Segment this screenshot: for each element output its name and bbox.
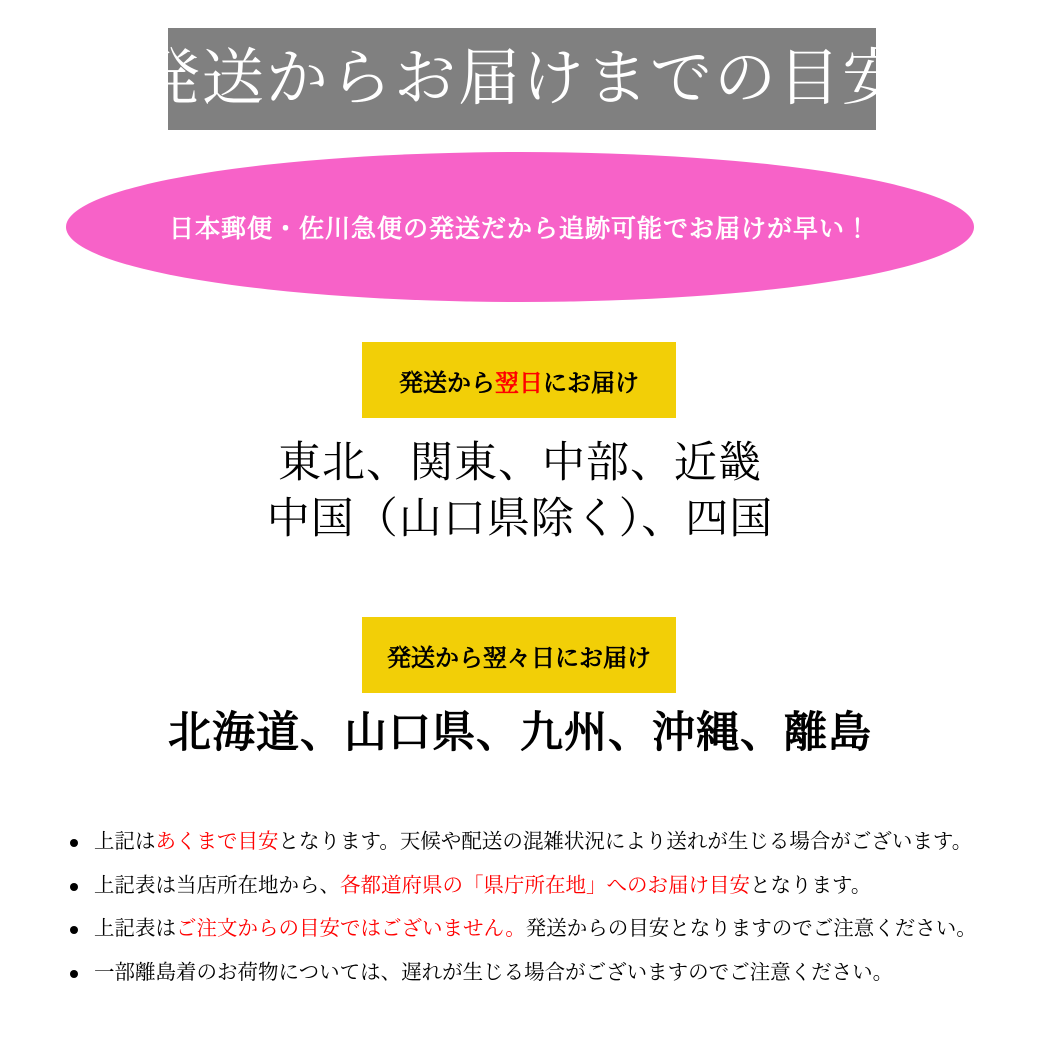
region-line: 北海道、山口県、九州、沖縄、離島 [168,709,872,757]
delivery-label-prefix: 発送から [399,369,495,397]
note-part-accent: あくまで目安 [155,830,279,853]
notes-list [44,832,1040,1006]
list-item [64,960,1040,984]
highlight-text: 日本郵便・佐川急便の発送だから追跡可能でお届けが早い！ [168,215,871,243]
note-part: となります。天候や配送の混雑状況により送れが生じる場合がございます。 [278,830,973,853]
page-title-banner [138,28,907,130]
delivery-label-suffix: にお届け [543,369,639,397]
region-line: 中国（山口県除く）、四国 [266,494,774,543]
list-item [64,832,1040,853]
note-part-accent: 各都道府県の「県庁所在地」へのお届け目安 [340,873,750,897]
delivery-label-accent: 翌日 [495,369,543,397]
highlight-badge [66,152,974,302]
delivery-label-two-days [362,617,676,693]
region-list-next-day [0,436,1040,548]
delivery-label-next-day [362,342,676,418]
list-item [64,873,1040,897]
note-part: 上記は [94,830,156,853]
delivery-label-prefix: 発送から翌々日にお届け [387,644,651,672]
region-list-two-days [0,706,1040,762]
note-part: 一部離島着のお荷物については、遅れが生じる場合がございますのでご注意ください。 [94,960,894,984]
note-part-accent: ご注文からの目安ではございません。 [176,917,526,940]
note-part: 上記表は [94,917,176,940]
note-part: 発送からの目安となりますのでご注意ください。 [525,917,977,940]
note-part: 上記表は当店所在地から、 [94,873,340,897]
page-title: 発送からお届けまでの目安 [138,44,907,113]
note-part: となります。 [750,873,872,897]
region-line: 東北、関東、中部、近畿 [278,439,762,487]
list-item [64,919,1040,940]
